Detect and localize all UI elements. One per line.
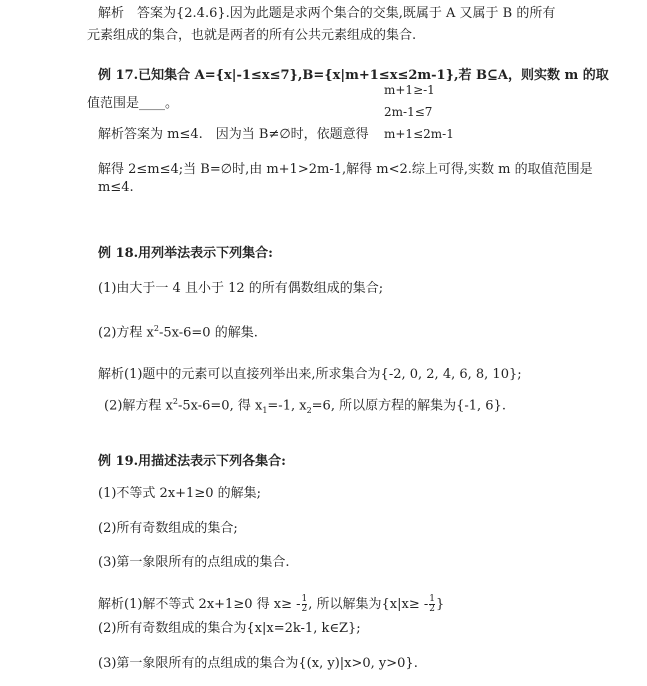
ex17-question-line2: 值范围是____。 [87,96,179,111]
exponent: 2 [172,397,178,406]
text: , 所以解集为{x|x≥ - [308,597,429,612]
ex19-a2: (2)所有奇数组成的集合为{x|x=2k-1, k∈Z}; [98,621,361,636]
numerator: 1 [301,594,308,604]
ex18-a2 [104,394,506,419]
text: -5x-6=0, 得 x [177,398,263,414]
text: (2)解方程 x [104,398,173,414]
ex17-system-eq3: m+1≤2m-1 [384,127,454,141]
denominator: 2 [301,604,308,614]
ex17-answer-line2: 解得 2≤m≤4;当 B=∅时,由 m+1>2m-1,解得 m<2.综上可得,实数 m 的取值范围是 [98,162,593,177]
numerator: 1 [429,594,435,604]
ex19-a1 [98,595,444,614]
text: 解析(1)解不等式 2x+1≥0 得 x≥ - [98,597,301,612]
ex19-title: 例 19.用描述法表示下列各集合: [98,454,286,469]
fraction [302,595,308,614]
text: -5x-6=0 的解集. [158,325,258,341]
fraction [429,595,435,614]
ex16-answer-line2: 元素组成的集合，也就是两者的所有公共元素组成的集合. [87,28,417,43]
exponent: 2 [153,324,159,333]
ex17-system-eq2: 2m-1≤7 [384,105,433,119]
subscript: 1 [262,405,268,415]
ex18-title: 例 18.用列举法表示下列集合: [98,246,273,261]
ex19-a3: (3)第一象限所有的点组成的集合为{(x, y)|x>0, y>0}. [98,656,418,671]
ex19-q3: (3)第一象限所有的点组成的集合. [98,555,290,570]
ex17-answer-line3: m≤4. [98,180,134,195]
denominator: 2 [429,604,435,614]
ex17-question-line1: 例 17.已知集合 A={x|-1≤x≤7},B={x|m+1≤x≤2m-1},若 B⊆A，则实数 m 的取 [98,68,609,83]
subscript: 2 [306,405,312,415]
ex18-q2 [98,321,258,341]
ex17-system-eq1: m+1≥-1 [384,83,435,97]
text: =-1, x [267,398,307,414]
text: } [435,597,445,612]
text: (2)方程 x [98,325,154,341]
ex18-q1: (1)由大于一 4 且小于 12 的所有偶数组成的集合; [98,281,384,296]
text: =6, 所以原方程的解集为{-1, 6}. [311,398,506,414]
ex19-q2: (2)所有奇数组成的集合; [98,521,238,536]
ex17-answer-line1: 解析答案为 m≤4. 因为当 B≠∅时，依题意得 [98,127,369,142]
ex18-a1: 解析(1)题中的元素可以直接列举出来,所求集合为{-2, 0, 2, 4, 6, 8, 10}; [98,367,522,382]
ex19-q1: (1)不等式 2x+1≥0 的解集; [98,486,261,501]
ex16-answer-line1: 解析 答案为{2.4.6}.因为此题是求两个集合的交集,既属于 A 又属于 B 的所有 [98,6,556,21]
